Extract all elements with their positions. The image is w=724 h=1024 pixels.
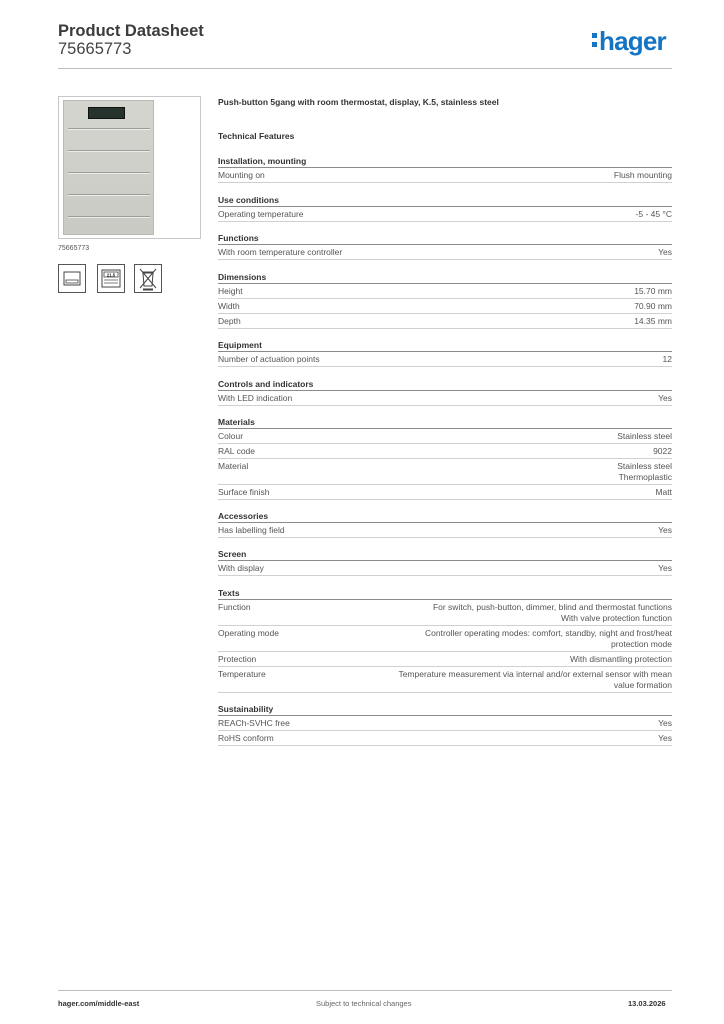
section-accessories	[218, 509, 672, 538]
section-materials	[218, 415, 672, 500]
thermostat-display-symbol-icon	[97, 264, 125, 293]
section-heading: Functions	[218, 231, 672, 245]
section-heading: Sustainability	[218, 702, 672, 716]
section-equipment	[218, 338, 672, 367]
hager-logo	[592, 28, 666, 54]
footer-notice: Subject to technical changes	[316, 999, 412, 1008]
section-heading: Controls and indicators	[218, 377, 672, 391]
section-functions	[218, 231, 672, 260]
section-heading: Materials	[218, 415, 672, 429]
image-caption: 75665773	[58, 245, 90, 252]
section-heading: Screen	[218, 547, 672, 561]
section-heading: Equipment	[218, 338, 672, 352]
spec-row: Protection With dismantling protection	[218, 652, 672, 667]
technical-features-title: Technical Features	[218, 131, 295, 141]
spec-row: Number of actuation points 12	[218, 352, 672, 367]
spec-row: With LED indication Yes	[218, 391, 672, 406]
section-heading: Dimensions	[218, 270, 672, 284]
device-illustration	[63, 100, 154, 235]
spec-row: Function For switch, push-button, dimmer, blind and thermostat functions With valve protection function	[218, 600, 672, 626]
weee-crossed-bin-icon	[134, 264, 162, 293]
section-installation-mounting	[218, 154, 672, 183]
spec-row: With display Yes	[218, 561, 672, 576]
spec-row: Has labelling field Yes	[218, 523, 672, 538]
section-controls-indicators	[218, 377, 672, 406]
spec-row: REACh-SVHC free Yes	[218, 716, 672, 731]
spec-row: With room temperature controller Yes	[218, 245, 672, 260]
spec-row: Height 15.70 mm	[218, 284, 672, 299]
product-number: 75665773	[58, 40, 132, 58]
section-dimensions	[218, 270, 672, 329]
spec-row: Material Stainless steel Thermoplastic	[218, 459, 672, 485]
product-image	[58, 96, 201, 239]
section-heading: Use conditions	[218, 193, 672, 207]
section-heading: Installation, mounting	[218, 154, 672, 168]
spec-row: Mounting on Flush mounting	[218, 168, 672, 183]
footer-date: 13.03.2026	[628, 999, 666, 1008]
display-screen	[88, 107, 125, 119]
section-heading: Accessories	[218, 509, 672, 523]
spec-row: Width 70.90 mm	[218, 299, 672, 314]
spec-row: Colour Stainless steel	[218, 429, 672, 444]
section-use-conditions	[218, 193, 672, 222]
spec-row: Temperature Temperature measurement via internal and/or external sensor with mean value formation	[218, 667, 672, 693]
section-screen	[218, 547, 672, 576]
spec-row: RAL code 9022	[218, 444, 672, 459]
spec-row: Surface finish Matt	[218, 485, 672, 500]
spec-row: RoHS conform Yes	[218, 731, 672, 746]
spec-row: Operating temperature -5 - 45 °C	[218, 207, 672, 222]
spec-row: Operating mode Controller operating modes: comfort, standby, night and frost/heat protection mode	[218, 626, 672, 652]
spec-row: Depth 14.35 mm	[218, 314, 672, 329]
svg-text:21.5: 21.5	[106, 272, 116, 278]
push-button-symbol-icon	[58, 264, 86, 293]
logo-text: hager	[599, 26, 666, 56]
section-heading: Texts	[218, 586, 672, 600]
header-divider	[58, 68, 672, 69]
product-title: Push-button 5gang with room thermostat, display, K.5, stainless steel	[218, 97, 499, 107]
section-sustainability	[218, 702, 672, 746]
page-title: Product Datasheet	[58, 22, 204, 40]
footer-divider	[58, 990, 672, 991]
section-texts	[218, 586, 672, 693]
footer-website: hager.com/middle-east	[58, 999, 140, 1008]
